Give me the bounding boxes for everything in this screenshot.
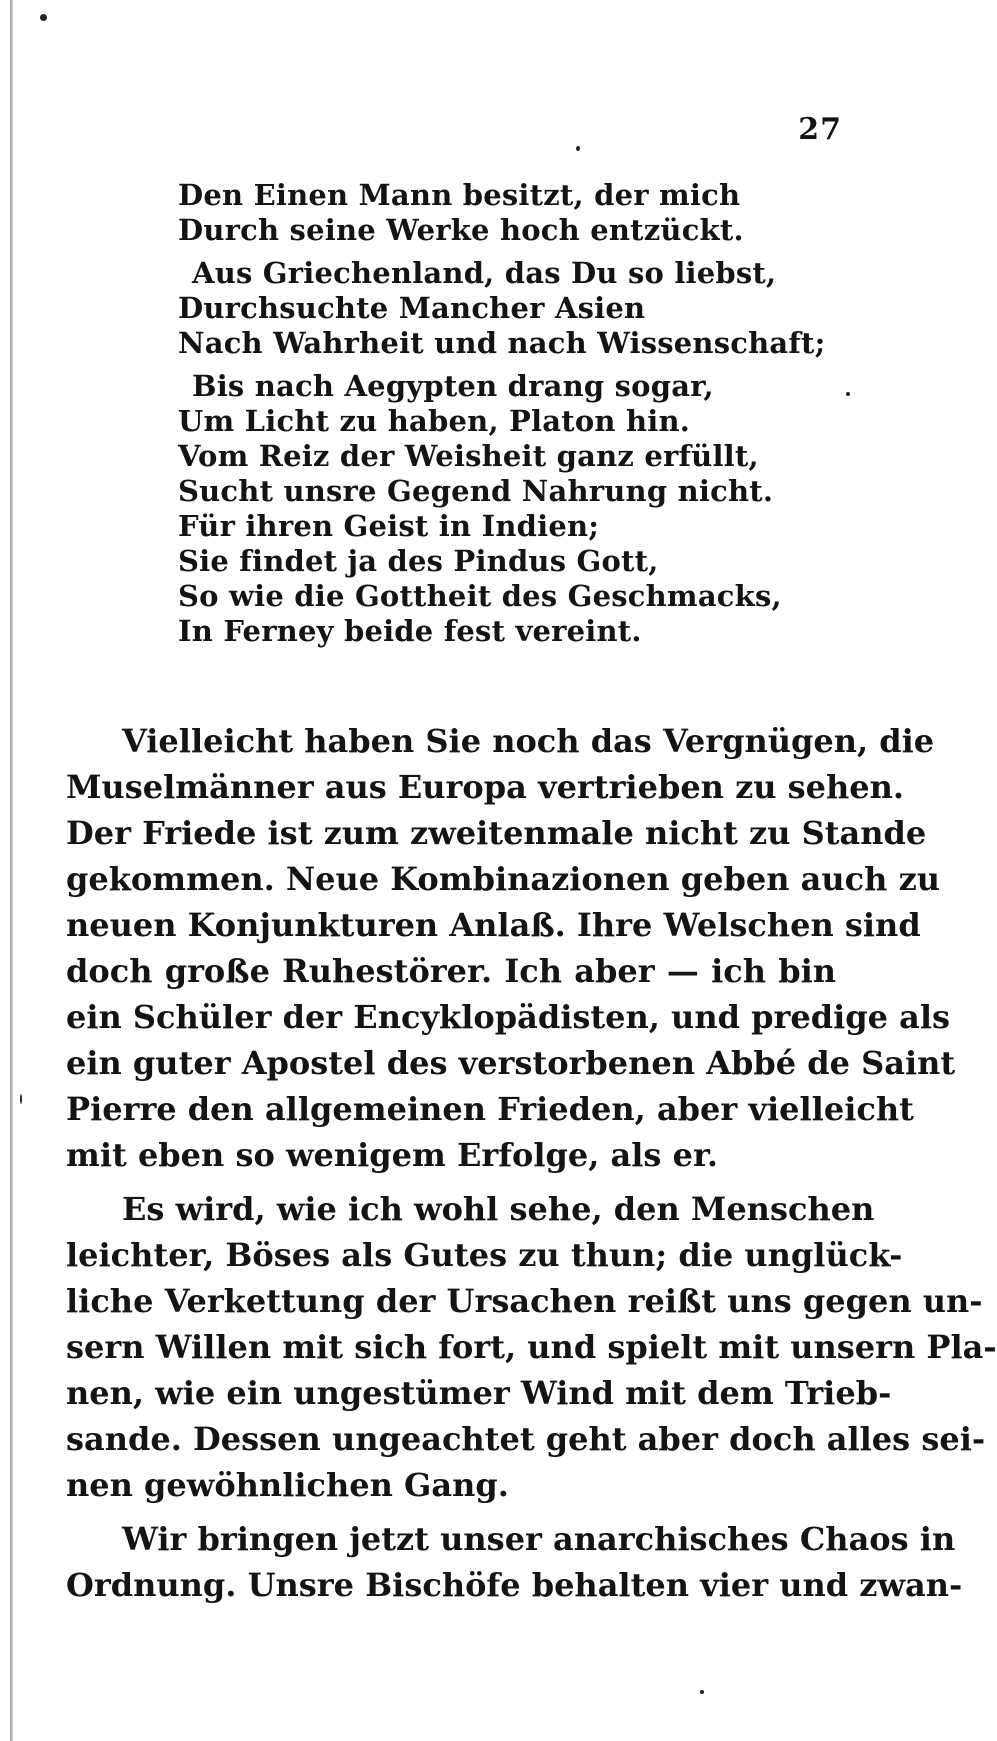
text-line: Muselmänner aus Europa vertrieben zu sehen. [66,768,905,806]
poem-line: Nach Wahrheit und nach Wissenschaft; [178,326,826,360]
page-fold-shadow [10,0,13,1741]
text-line: neuen Konjunkturen Anlaß. Ihre Welschen sind [66,906,921,944]
poem-line: Für ihren Geist in Indien; [178,509,600,543]
paragraph [66,718,956,1178]
page-number: 27 [798,112,842,147]
text-line: ein Schüler der Encyklopädisten, und predige als [66,998,950,1036]
text-line: Ordnung. Unsre Bischöfe behalten vier und zwan- [66,1566,963,1604]
text-line: Es wird, wie ich wohl sehe, den Menschen [122,1190,875,1228]
poem-stanza [178,369,782,649]
ink-speck [20,1094,22,1104]
poem-line: Bis nach Aegypten drang sogar, [192,369,714,403]
text-line: gekommen. Neue Kombinazionen geben auch zu [66,860,940,898]
paragraph [66,1186,997,1508]
poem-line: Sucht unsre Gegend Nahrung nicht. [178,474,774,508]
text-line: sern Willen mit sich fort, und spielt mit unsern Pla- [66,1328,997,1366]
text-line: Wir bringen jetzt unser anarchisches Chaos in [122,1520,956,1558]
text-line: Pierre den allgemeinen Frieden, aber vielleicht [66,1090,914,1128]
ink-speck [40,14,47,21]
poem-line: Um Licht zu haben, Platon hin. [178,404,691,438]
text-line: nen gewöhnlichen Gang. [66,1466,509,1504]
prose-text [66,718,997,1616]
poem-stanza [178,178,744,248]
ink-speck [700,1690,704,1694]
text-line: Vielleicht haben Sie noch das Vergnügen, die [122,722,935,760]
poem-line: Aus Griechenland, das Du so liebst, [192,256,777,290]
poem-line: Durch seine Werke hoch entzückt. [178,213,744,247]
poem-stanza [178,256,826,361]
text-line: sande. Dessen ungeachtet geht aber doch alles sei- [66,1420,986,1458]
poem-line: Sie findet ja des Pindus Gott, [178,544,659,578]
text-line: ein guter Apostel des verstorbenen Abbé de Saint [66,1044,956,1082]
poem-line: Den Einen Mann besitzt, der mich [178,178,741,212]
poem-line: Durchsuchte Mancher Asien [178,291,646,325]
poem-line: So wie die Gottheit des Geschmacks, [178,579,782,613]
poem-line: Vom Reiz der Weisheit ganz erfüllt, [178,439,759,473]
text-line: liche Verkettung der Ursachen reißt uns gegen un- [66,1282,983,1320]
ink-speck [576,146,580,151]
paragraph [66,1516,963,1608]
text-line: nen, wie ein ungestümer Wind mit dem Trieb- [66,1374,892,1412]
text-line: mit eben so wenigem Erfolge, als er. [66,1136,718,1174]
text-line: doch große Ruhestörer. Ich aber — ich bin [66,952,836,990]
poem [178,178,826,657]
text-line: Der Friede ist zum zweitenmale nicht zu Stande [66,814,927,852]
ink-speck [846,392,850,396]
poem-line: In Ferney beide fest vereint. [178,614,642,648]
text-line: leichter, Böses als Gutes zu thun; die unglück- [66,1236,903,1274]
